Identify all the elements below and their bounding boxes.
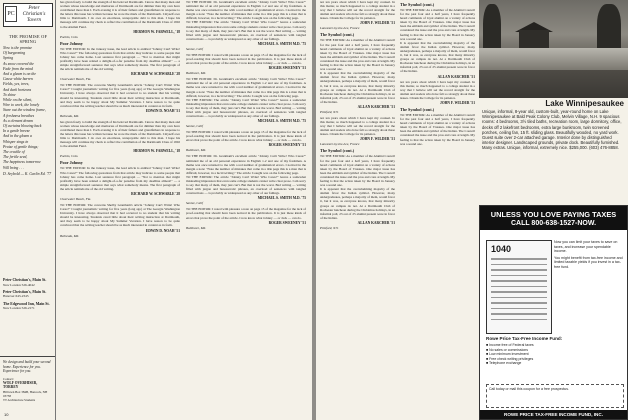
letter-body: TO THE EDITOR: Dr. Grantham's excellent article "Johnny Can't Write! Who Cares?" reminded me of an old personal experience in English 1-2 and one of my freshmen. A theme was once returned to me with a red number of grammatical errors. I noticed in the margin a note: "Note the number of mistakes that come in a title page this is a man that is difficult, however, in a lucid writing." The article I sought was on the following page. (186, 0, 306, 21)
poem-line: Cause white barren (3, 77, 33, 82)
letter-signature: MICHAEL S. SMITH M.D. '75 (257, 196, 306, 201)
letter-heading: Poor Johnny (60, 40, 83, 46)
addresses (3, 275, 53, 310)
poem-line: In a gentle breeze (3, 129, 30, 134)
real-estate-text: Unique, informal, 8-year old, custom-built, year-round home on Lake Winnipesaukee at Bald Peak Colony Club, Melvin Village, N.H. 9 spacious rooms: 4 bedrooms, 3½ tiled baths, recreation room, large dormitory, office, decks off 2 lakefront bedrooms, extra large bunkroom, twin screened porches, ceiling fan, 15 ft. sliding glass. Beautifully wooded, no yard work. Guest suite over 2-car attached garage. Interior done by distinguished interior designer. Landscaped grounds, private dock. Beautifully furnished. Many extras. Unique, informal, extremely nice. $255,000. (603) 476-8858. (482, 109, 622, 151)
tax-ad-header (480, 206, 627, 230)
letter-body: TO THE EDITOR: The article "Johnny Can't Write! Who Cares?" leaves a somewhat misleading impression that even some college students cannot write clear prose. I am sorry to say that many of them, they just can't. But that is not the worst. Bad writing — writing filled with jargon and bureaucratic phrases, an overload of sentences with tangled constructions — is probably as widespread as any other of our failings. (186, 174, 306, 196)
poem-line: Wire to work, the lonely (3, 103, 40, 108)
poem-line: To shine (3, 92, 16, 97)
letter-body: TO THE EDITOR: The article "Johnny Can't Write! Who Cares?" leaves a somewhat misleading impression that even some college students cannot write clear prose. I am sorry to say that many of them, they just can't. But that is not the worst. Bad writing — writing filled with jargon and bureaucratic phrases, an overload of sentences with tangled constructions — is probably as widespread as any other of our failings. (186, 97, 306, 119)
letter-signature: RICHARD W. SCHWABLE '28 (131, 192, 180, 196)
poem-line: Spring (3, 56, 14, 61)
form-1040-label: 1040 (491, 244, 512, 254)
letter-body: TO THE EDITOR: The concerns Shelby Grantham's article "Johnny Can't Write! Who Cares?" I taught journalistic writing for five years (long ago) at The Georgia Washington University. I have always observed that it had occurred to no student that his writing should be interesting. Students cared little about their writing instruction at Dartmouth, and they seem to be happy about My Summer Vacation. I have reason to be quite convinced that the writing teacher should be as much interested in content as in form. (60, 83, 180, 108)
letter-body: has given freely to build the strength of his beloved Dartmouth. I know that many men and women whose knowledge and memories of Dartmouth are far dimmer than my own have contributed more than I. Each evening it is of their fathers and grandfathers in response to the letters this issue has written because he wore the mark of the Dartmouth. I myself owe little to Dartmouth. I do owe an enormous, unrepayable debt to this man. I hope his message will continue my check to reflect the contribution of the Dartmouth Class of 1902 to the Alumni Fund. (60, 119, 180, 149)
poem-line: Will bring . . . (3, 165, 24, 170)
wolf-ad-address: Hilltown Box 384B, Hancock, NH 03758 (3, 389, 48, 398)
bullet-icon: ■ (486, 356, 490, 361)
letter-body: TO THE EDITOR: As a member of the Alumni Council for the past four and a half years, I have frequently heard comments of loyal alumni on a variety of actions taken by the Board of Trustees. One major issue has been the emblem and symbol of the Indian. The Council considered the issue and the pros and cons at length. My feeling is that the action taken by the Board in January was a sound one. (320, 38, 395, 72)
letter-signature: MICHAEL S. SMITH M.D. '75 (257, 41, 306, 46)
poem-line: Whisper sings in (3, 139, 29, 144)
letters-column-4 (400, 0, 475, 415)
logo-icon: PC (5, 6, 17, 22)
tax-form-image (486, 240, 552, 334)
poem-signature: D. Seybold — K. Garlin Ed. '77 (3, 171, 52, 176)
poem-line: The fertile seed, (3, 155, 28, 160)
ad-column (0, 0, 56, 420)
letter-place: Pittsford, N.Y. (320, 225, 339, 230)
address-name: Peter Christian's, Main St. (3, 278, 47, 282)
poem-lines (3, 46, 53, 171)
bullet-icon: ■ (486, 347, 490, 352)
letter-place: Clearwater Beach, Fla. (60, 77, 92, 82)
letter-signature: JOHN F. WILDER '51 (360, 21, 395, 26)
tax-phone[interactable]: CALL 800-638-1527-NOW. (510, 220, 597, 227)
letter-body: TO THE EDITOR: Dr. Grantham's excellent article "Johnny Can't Write! Who Cares?" reminded me of an old personal experience in English 1-2 and one of my freshmen. A theme was once returned to me with a red number of grammatical errors. I noticed in the margin a note: "Note the number of mistakes that come in a title page this is a man that is difficult, however, in a lucid writing." The article I sought was on the following page. (186, 77, 306, 98)
peter-christian-ad[interactable] (3, 3, 53, 27)
letter-body: TO THE EDITOR: I noted with pleasure a note on page 15 of the magazine for the lack of proof-reading that should have been noticed in the publication. It is just these kinds of errors that prove the point of the article. I now know what Johnny — or Jack — can do. (186, 52, 306, 66)
tax-copy-2: You might benefit from tax-free income and limited taxable yields if you invest in a tax-free fund. (554, 255, 623, 269)
wolf-ad-name: WOLF OVERHISER, TORREY (3, 380, 38, 390)
lake-house-photo (479, 0, 628, 98)
fund-bullet-text: Free check writing privileges (489, 356, 534, 361)
poem-line: While on the silent, (3, 98, 33, 103)
letter-place: Lancaster-by-the-Lee, France (320, 26, 360, 31)
letter-body: TO THE EDITOR: As a member of the Alumni Council for the past four and a half years, I have frequently heard comments of loyal alumni on a variety of actions taken by the Board of Trustees. One major issue has been the emblem and symbol of the Indian. The Council considered the issue and the pros and cons at length. My feeling is that the action taken by the Board in January was a sound one. (320, 154, 395, 188)
bullet-icon: ■ (486, 361, 490, 366)
poem-line: Stare out the window frame, (3, 108, 46, 113)
bullet-icon: ■ (486, 343, 490, 347)
letter-place: Pittsford, N.Y. (320, 109, 339, 114)
fund-bullet-text: Telephone exchange (489, 361, 522, 366)
letter-signature: HERMON W. FARWELL, '18 (133, 29, 180, 34)
poem-line: Fade from the mind (3, 66, 33, 71)
letter-place: Baltimore, Md. (186, 148, 206, 153)
poem-line: The crackle of (3, 150, 25, 155)
poem-line: As a clement dream (3, 118, 33, 123)
poem-line: Fields, yes, trees, (3, 82, 30, 87)
letter-body: TO THE EDITOR: In the January issue, the lead article is entitled "Johnny Can't Write! Who Cares?" The following quotations from that article may indicate to some people that Johnny has come home. Last sentence first paragraph — "Not to mention that might profitably have been related a delight-of-a-far paradise from my deadline almost!" — a simple straightforward sentence that says what somebody means. The first paragraph of the article reminds me of the old writing. (60, 166, 180, 191)
letter-signature: JOHN F. WILDER '51 (360, 137, 395, 142)
letter-signature: ALLAN KARCHER '51 (357, 104, 395, 109)
real-estate-title: Lake Winnipesaukee (545, 99, 624, 108)
wolf-ad[interactable] (0, 356, 55, 420)
letter-body: TO THE EDITOR: In the January issue, the lead article is entitled "Johnny Can't Write! Who Cares?" The following quotations from that article may indicate to some people that Johnny has come home. Last sentence first paragraph — "Not to mention that might profitably have been related a delight-of-a-far paradise from my deadline almost!" — a simple straightforward sentence that says what somebody means. The first paragraph of the article reminds me of the old writing. (60, 46, 180, 72)
letter-place: Lancaster-by-the-Lee, France (320, 142, 360, 147)
fund-bullet-text: Income free of Federal taxes (489, 343, 534, 347)
right-page (316, 0, 628, 420)
poem-line: Of burgeoning (3, 51, 26, 56)
tax-coupon[interactable] (486, 384, 624, 408)
wolf-ad-tag: TT Architecture Students (3, 397, 36, 402)
letter-body: not ten years about which I have kept my counsel. In this matter, so much happened to a college student in a way that I believe will set the record straight for the alumni and readers who have felt so strongly about these issues. I thank the College for its patience. (320, 115, 395, 137)
letter-signature: ALLAN KARCHER '51 (437, 74, 475, 79)
poem-line: Now is the promise (3, 46, 33, 50)
letter-place: Bethesda, Md. (60, 113, 79, 118)
address-phone: Hanover 643-2345 (3, 294, 29, 299)
letter-place: Pueblo, Colo. (60, 154, 79, 159)
address-phone: New London 526-2171 (3, 306, 35, 311)
letter-signature: EDWIN D. NOAH '51 (145, 228, 180, 233)
fund-name: Rowe Price Tax-Free Income Fund: (486, 336, 563, 341)
tax-ad-footer: ROWE PRICE TAX-FREE INCOME FUND, INC. (480, 410, 627, 419)
letter-body: TO THE EDITOR: The article "Johnny Can't Write! Who Cares?" leaves a somewhat misleading impression that even some college students cannot write clear prose. I am sorry to say that many of them, they just can't. But that is not the worst. Bad writing — writing filled with jargon and bureaucratic phrases, an overload of sentences with tangled constructions — is probably as widespread as any other of our failings. (186, 20, 306, 41)
page-number: 11 (619, 412, 624, 417)
poem-line: The happiness tomorrow (3, 160, 41, 165)
tax-fund-ad[interactable] (479, 205, 628, 420)
letter-place: Santee, Calif (186, 201, 204, 206)
bullet-icon: ■ (486, 352, 490, 357)
letter-body: It is apparent that the overwhelming majority of the alumni favor the Indian symbol. However, many undergraduates, perhaps a majority of them, would favor it, but it was, as everyone knows, that many minority groups on campus do not. At a Dartmouth Club of Rochester luncheon during the Christmas holidays, in an informal poll, 23 out of 25 alumni present were in favor of the Indian. (320, 187, 395, 220)
coupon-text: Call today or mail this coupon for a free prospectus. (489, 387, 569, 391)
letter-signature: MICHAEL S. SMITH M.D. '75 (257, 119, 306, 124)
poem-title: THE PROMISE OF SPRING (8, 34, 48, 44)
poem (3, 34, 53, 177)
letter-body: It is apparent that the overwhelming majority of the alumni favor the Indian symbol. However, many undergraduates, perhaps a majority of them, would favor it, but it was, as everyone knows, that many minority groups on campus do not. At a Dartmouth Club of Rochester luncheon during the Christmas holidays, in an informal poll, 23 out of 25 alumni present were in favor of the Indian. (320, 71, 395, 104)
wolf-ad-text: We design and build your second home. Experience for you. Experience for you. (3, 360, 51, 374)
letter-signature: HERMON W. FARWELL, '18 (133, 149, 180, 154)
letter-place: Baltimore, Md. (186, 71, 206, 76)
letter-place: Bethesda, Md. (60, 233, 79, 238)
letter-place: Pueblo, Colo. (60, 34, 79, 39)
letter-heading: The Symbol (cont.) (320, 148, 355, 154)
wolf-ad-contact: Contact: (3, 376, 14, 381)
letters-column-3 (320, 0, 395, 415)
address-name: The Edgewood Inn, Main St. (3, 301, 50, 306)
letter-signature: ALLAN KARCHER '51 (357, 220, 395, 225)
ad-title: Peter Christian's Tavern (22, 5, 46, 23)
poem-line: A freshness breathes (3, 113, 35, 118)
poem-line: And in the gloam a (3, 134, 32, 139)
letter-body: TO THE EDITOR: I noted with pleasure a note on page 15 of the magazine for the lack of proof-reading that should have been noticed in the publication. It is just these kinds of errors that prove the point of the article. I now know what Johnny — or Jack — can do. (186, 130, 306, 143)
letter-body: not ten years about which I have kept my counsel. In this matter, so much happened to a college student in a way that I believe will set the record straight for the alumni and readers who have felt so strongly about these issues. I thank the College for its patience. (400, 79, 475, 100)
poem-line: Praise of gentle things; (3, 144, 39, 149)
tax-copy-1: Now you can limit your taxes to save on taxes, and increase your spendable income. (554, 240, 618, 254)
letter-signature: EDWIN D. NOAH '51 (145, 108, 180, 113)
poem-line: And dark horizons (3, 87, 32, 92)
letter-heading: The Symbol (cont.) (400, 2, 435, 7)
address-name: Peter Christian's, Main St. (3, 289, 47, 294)
left-page (0, 0, 312, 420)
tax-fund-details (486, 336, 624, 366)
fund-bullets (486, 343, 624, 366)
fund-bullet-text: Low minimum investment (489, 352, 529, 357)
letters-column-2 (186, 0, 306, 415)
letter-body: TO THE EDITOR: As a member of the Alumni Council for the past four and a half years, I have frequently heard comments of loyal alumni on a variety of actions taken by the Board of Trustees. One major issue has been the emblem and symbol of the Indian. The Council considered the issue and the pros and cons at length. My feeling is that the action taken by the Board in January was a sound one. (400, 112, 475, 146)
poem-line: And a gleam is on the (3, 72, 37, 77)
letter-place: Santee, Calif (186, 124, 204, 129)
letter-heading: Poor Johnny (60, 160, 83, 166)
letter-signature: JOHN F. WILDER '51 (440, 100, 475, 105)
letter-heading: The Symbol (cont.) (400, 106, 435, 112)
tax-headline: UNLESS YOU LOVE PAYING TAXES (490, 210, 617, 219)
letter-signature: ROGER SWEENEY '51 (268, 143, 306, 148)
letter-signature: ROGER SWEENEY '51 (268, 66, 306, 71)
letter-signature: ROGER SWEENEY '51 (268, 220, 306, 225)
letter-body: It is apparent that the overwhelming majority of the alumni favor the Indian symbol. However, many undergraduates, perhaps a majority of them, would favor it, but it was, as everyone knows, that many minority groups on campus do not. At a Dartmouth Club of Rochester luncheon during the Christmas holidays, in an informal poll, 23 out of 25 alumni present were in favor of the Indian. (400, 40, 475, 74)
letter-place: Santee, Calif (186, 46, 204, 51)
poem-line: As snow covered the (3, 61, 34, 66)
letter-body: TO THE EDITOR: The concerns Shelby Grantham's article "Johnny Can't Write! Who Cares?" I taught journalistic writing for five years (long ago) at The Georgia Washington University. I have always observed that it had occurred to no student that his writing should be interesting. Students cared little about their writing instruction at Dartmouth, and they seem to be happy about My Summer Vacation. I have reason to be quite convinced that the writing teacher should be as much interested in content as in form. (60, 203, 180, 228)
real-estate-ad[interactable] (479, 98, 628, 210)
address-phone: New London 526-4042 (3, 282, 35, 287)
letter-body: TO THE EDITOR: As a member of the Alumni Council for the past four and a half years, I have frequently heard comments of loyal alumni on a variety of actions taken by the Board of Trustees. One major issue has been the emblem and symbol of the Indian. The Council considered the issue and the pros and cons at length. My feeling is that the action taken by the Board in January was a sound one. (400, 8, 475, 41)
letter-place: Clearwater Beach, Fla. (60, 197, 92, 201)
tax-ad-copy (554, 240, 624, 272)
letter-signature: RICHARD W. SCHWABLE '28 (131, 72, 180, 77)
letter-body: TO THE EDITOR: Dr. Grantham's excellent article "Johnny Can't Write! Who Cares?" reminded me of an old personal experience in English 1-2 and one of my freshmen. A theme was once returned to me with a red number of grammatical errors. I noticed in the margin a note: "Note the number of mistakes that come in a title page this is a man that is difficult, however, in a lucid writing." The article I sought was on the following page. (186, 154, 306, 175)
letter-body: not ten years about which I have kept my counsel. In this matter, so much happened to a college student in a way that I believe will set the record straight for the alumni and readers who have felt so strongly about these issues. I thank the College for its patience. (320, 0, 395, 21)
poem-line: Of curtains blowing back (3, 124, 42, 129)
letters-column-1 (60, 0, 180, 415)
fund-bullet-text: No sales or commissions (489, 347, 528, 352)
fund-bullet (486, 361, 624, 366)
letter-heading: The Symbol (cont.) (320, 32, 355, 38)
letter-body: has given freely to build the strength of his beloved Dartmouth. I know that many men and women whose knowledge and memories of Dartmouth are far dimmer than my own have contributed more than I. Each evening it is of their fathers and grandfathers in response to the letters this issue has written because he wore the mark of the Dartmouth. I myself owe little to Dartmouth. I do owe an enormous, unrepayable debt to this man. I hope his message will continue my check to reflect the contribution of the Dartmouth Class of 1902 to the Alumni Fund. (60, 0, 180, 29)
letter-place: Baltimore, Md. (186, 225, 206, 230)
letter-body: TO THE EDITOR: I noted with pleasure a note on page 15 of the magazine for the lack of proof-reading that should have been noticed in the publication. It is just these kinds of errors that prove the point of the article. I now know what Johnny — or Jack — can do. (186, 207, 306, 220)
page-number: 10 (4, 412, 9, 417)
